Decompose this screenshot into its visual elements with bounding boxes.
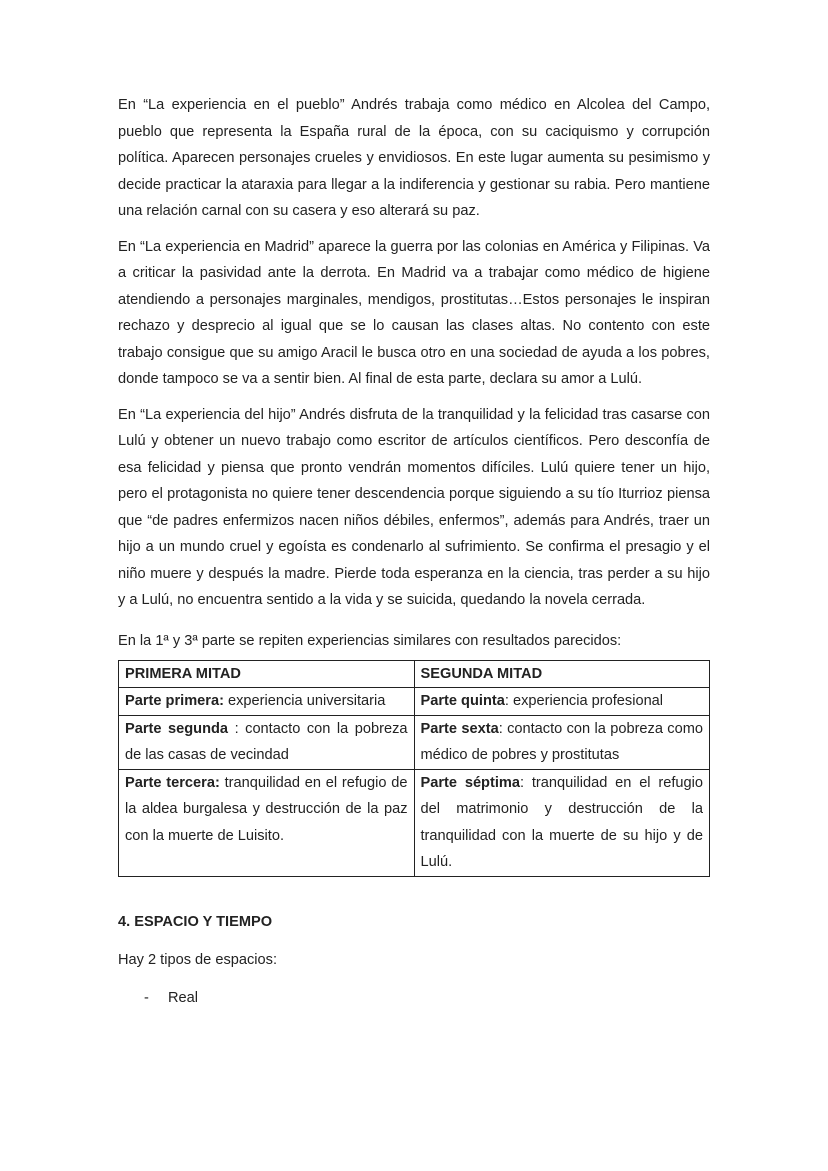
table-cell bbox=[119, 715, 415, 769]
list-item bbox=[118, 987, 710, 1009]
table-cell bbox=[414, 715, 710, 769]
table-cell bbox=[119, 769, 415, 876]
cell-part-text: : contacto con la pobreza de las casas de vecindad bbox=[125, 720, 408, 763]
table-cell bbox=[414, 688, 710, 716]
cell-part-text: : experiencia profesional bbox=[504, 693, 664, 709]
cell-part-label: Parte tercera: bbox=[125, 774, 220, 791]
cell-part-text: : contacto con la pobreza como médico de pobres y prostitutas bbox=[420, 720, 703, 763]
space-types-list bbox=[118, 987, 710, 1009]
table-row bbox=[119, 688, 710, 716]
paragraph-hijo: En “La experiencia del hijo” Andrés disfruta de la tranquilidad y la felicidad tras casarse con Lulú y obtener un nuevo trabajo como escritor de artículos científicos. Pero desconfía de esa felicidad y piensa que pronto vendrán momentos difíciles. Lulú quiere tener un hijo, pero el protagonista no quiere tener descendencia porque siguiendo a su tío Iturrioz piensa que “de padres enfermizos nacen niños débiles, enfermos”, además para Andrés, traer un hijo a un mundo cruel y egoísta es condenarlo al sufrimiento. Se confirma el presagio y el niño muere y después la madre. Pierde toda esperanza en la ciencia, tras perder a su hijo y a Lulú, no encuentra sentido a la vida y se suicida, quedando la novela cerrada. bbox=[118, 406, 710, 608]
header-segunda-mitad: SEGUNDA MITAD bbox=[414, 660, 710, 688]
cell-part-label: Parte quinta bbox=[420, 693, 505, 709]
list-item-text: Real bbox=[168, 989, 199, 1006]
cell-part-text: experiencia universitaria bbox=[223, 693, 386, 709]
table-intro: En la 1ª y 3ª parte se repiten experiencias similares con resultados parecidos: bbox=[118, 632, 622, 649]
paragraph-pueblo: En “La experiencia en el pueblo” Andrés trabaja como médico en Alcolea del Campo, pueblo que representa la España rural de la época, con su caciquismo y corrupción política. Aparecen personajes crueles y envidiosos. En este lugar aumenta su pesimismo y decide practicar la ataraxia para llegar a la indiferencia y gestionar su rabia. Pero mantiene una relación carnal con su casera y eso alterará su paz. bbox=[118, 97, 710, 219]
cell-part-label: Parte sexta bbox=[420, 720, 499, 737]
table-cell bbox=[119, 688, 415, 716]
cell-part-text: : tranquilidad en el refugio del matrimonio y destrucción de la tranquilidad con la muerte de su hijo y de Lulú. bbox=[420, 774, 703, 870]
table-row bbox=[119, 769, 710, 876]
section-lead: Hay 2 tipos de espacios: bbox=[118, 951, 277, 968]
cell-part-label: Parte segunda bbox=[125, 720, 229, 737]
table-row bbox=[119, 715, 710, 769]
paragraph-madrid: En “La experiencia en Madrid” aparece la guerra por las colonias en América y Filipinas. Va a criticar la pasividad ante la derrota. En Madrid va a trabajar como médico de higiene atendiendo a personajes marginales, mendigos, prostitutas…Estos personajes le inspiran rechazo y desprecio al igual que se lo causan las clases altas. No contento con este trabajo consigue que su amigo Aracil le busca otro en una sociedad de ayuda a los pobres, donde tampoco se va a sentir bien. Al final de esta parte, declara su amor a Lulú. bbox=[118, 238, 710, 387]
header-primera-mitad: PRIMERA MITAD bbox=[119, 660, 415, 688]
table-header-row bbox=[119, 660, 710, 688]
cell-part-label: Parte primera: bbox=[125, 693, 224, 709]
table-cell bbox=[414, 769, 710, 876]
comparison-table bbox=[118, 660, 710, 877]
list-dash-marker: - bbox=[144, 989, 149, 1006]
cell-part-label: Parte séptima bbox=[420, 774, 520, 791]
section-heading: 4. ESPACIO Y TIEMPO bbox=[118, 913, 273, 930]
page-content bbox=[118, 92, 710, 1009]
cell-part-text: tranquilidad en el refugio de la aldea burgalesa y destrucción de la paz con la muerte de Luisito. bbox=[125, 774, 408, 844]
